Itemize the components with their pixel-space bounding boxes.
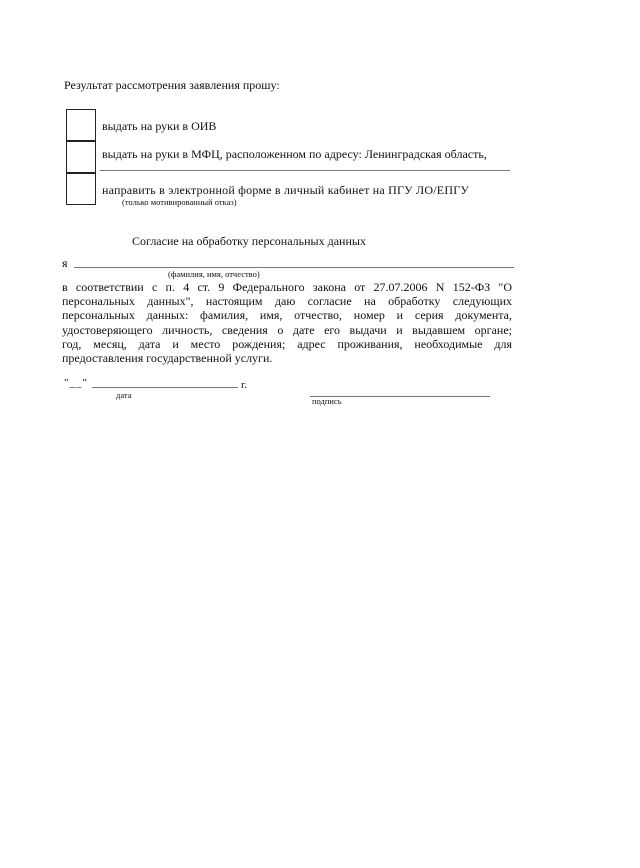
checkbox-mfc[interactable]	[66, 141, 96, 173]
year-suffix: г.	[241, 379, 248, 391]
consent-line-4: удостоверяющего личность, сведения о дате его выдачи и выдавшем органе;	[62, 322, 512, 337]
consent-line-6: предоставления государственной услуги.	[62, 351, 273, 366]
date-quotes: "__"	[64, 377, 88, 389]
consent-heading: Согласие на обработку персональных данных	[132, 234, 366, 248]
intro-text: Результат рассмотрения заявления прошу:	[64, 78, 280, 92]
signature-caption: подпись	[312, 396, 342, 406]
consent-line-5: год, месяц, дата и место рождения; адрес проживания, необходимые для	[62, 336, 512, 351]
electronic-note: (только мотивированный отказ)	[122, 197, 237, 207]
fio-line[interactable]	[74, 267, 514, 268]
checkbox-oiv[interactable]	[66, 109, 96, 141]
date-line[interactable]	[92, 387, 238, 388]
consent-body	[62, 280, 512, 365]
mfc-address-line[interactable]	[100, 170, 510, 171]
option-label-oiv: выдать на руки в ОИВ	[102, 119, 217, 133]
option-label-electronic: направить в электронной форме в личный кабинет на ПГУ ЛО/ЕПГУ	[102, 183, 470, 197]
consent-line-1: в соответствии с п. 4 ст. 9 Федерального закона от 27.07.2006 N 152-ФЗ "О	[62, 280, 512, 294]
consent-line-3: персональных данных: фамилия, имя, отчество, номер и серия документа,	[62, 308, 512, 323]
date-caption: дата	[116, 390, 132, 400]
consent-ya: я	[62, 256, 68, 270]
fio-caption: (фамилия, имя, отчество)	[168, 269, 260, 279]
checkbox-electronic[interactable]	[66, 173, 96, 205]
option-label-mfc: выдать на руки в МФЦ, расположенном по адресу: Ленинградская область,	[102, 147, 487, 161]
consent-line-2: персональных данных", настоящим даю согласие на обработку следующих	[62, 294, 512, 309]
